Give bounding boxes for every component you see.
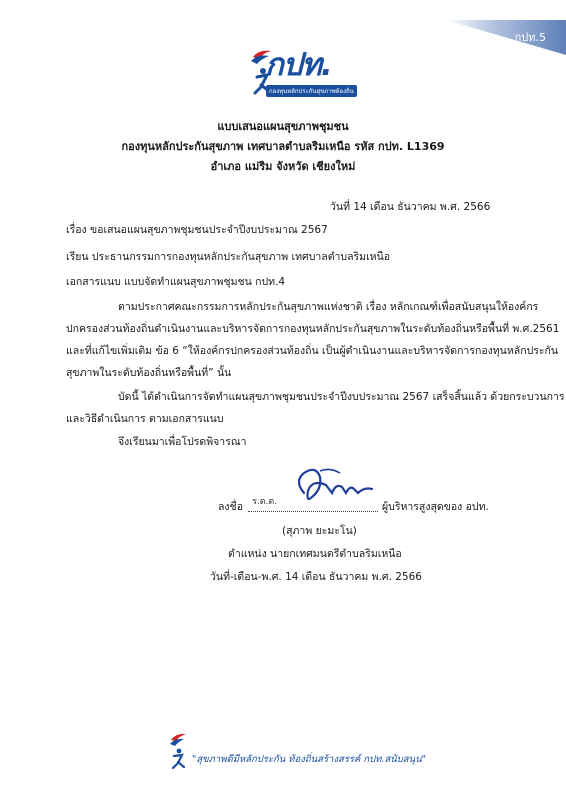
logo-subtitle: กองทุนหลักประกันสุขภาพท้องถิ่น [266, 85, 357, 97]
signer-role: ผู้บริหารสูงสุดของ อปท. [382, 501, 489, 513]
signer-position: ตำแหน่ง นายกเทศมนตรีตำบลริมเหนือ [228, 548, 402, 560]
attachment-line: เอกสารแนบ แบบจัดทำแผนสุขภาพชุมชน กปท.4 [66, 276, 286, 288]
body-paragraph-1-line: สุขภาพในระดับท้องถิ่นหรือพื้นที่” นั้น [66, 367, 232, 379]
handwritten-signature [290, 463, 375, 508]
sign-label: ลงชื่อ [218, 501, 243, 513]
footer-logo-icon [168, 732, 190, 770]
body-paragraph-1-line: และที่แก้ไขเพิ่มเติม ข้อ 6 “ให้องค์กรปกครองส่วนท้องถิ่น เป็นผู้ดำเนินงานและบริหารจัดการกองทุนหลักประกัน [66, 345, 559, 357]
doc-title: แบบเสนอแผนสุขภาพชุมชน [217, 120, 349, 133]
subject-line: เรื่อง ขอเสนอแผนสุขภาพชุมชนประจำปีงบประมาณ 2567 [66, 224, 328, 236]
logo-wordmark: กปท. [265, 47, 332, 83]
form-code-label: กปท.5 [514, 31, 546, 44]
signature-inline-mark: ร.ต.ต. [252, 497, 278, 507]
body-paragraph-1-line: ตามประกาศคณะกรรมการหลักประกันสุขภาพแห่งชาติ เรื่อง หลักเกณฑ์เพื่อสนับสนุนให้องค์กร [118, 301, 539, 313]
recipient-line: เรียน ประธานกรรมการกองทุนหลักประกันสุขภาพ เทศบาลตำบลริมเหนือ [66, 251, 391, 263]
doc-title-fund: กองทุนหลักประกันสุขภาพ เทศบาลตำบลริมเหนือ รหัส กปท. L1369 [121, 140, 445, 153]
closing-line: จึงเรียนมาเพื่อโปรดพิจารณา [118, 436, 247, 448]
footer-slogan: "สุขภาพดีมีหลักประกัน ท้องถิ่นสร้างสรรค์ กปท.สนับสนุน" [192, 754, 426, 765]
signature-date: วันที่-เดือน-พ.ศ. 14 เดือน ธันวาคม พ.ศ. 2566 [210, 571, 422, 583]
body-paragraph-2-line: บัดนี้ ได้ดำเนินการจัดทำแผนสุขภาพชุมชนประจำปีงบประมาณ 2567 เสร็จสิ้นแล้ว ด้วยกระบวนการ [118, 391, 565, 403]
signer-name: (สุภาพ ยะมะโน) [282, 525, 357, 537]
corner-banner [436, 0, 566, 55]
body-paragraph-1-line: ปกครองส่วนท้องถิ่นดำเนินงานและบริหารจัดการกองทุนหลักประกันสุขภาพในระดับท้องถิ่นหรือพื้นที่ พ.ศ.2561 [66, 323, 560, 335]
body-paragraph-2-line: และวิธีดำเนินการ ตามเอกสารแนบ [66, 413, 224, 425]
doc-title-location: อำเภอ แม่ริม จังหวัด เชียงใหม่ [210, 160, 356, 173]
letter-date: วันที่ 14 เดือน ธันวาคม พ.ศ. 2566 [330, 201, 491, 213]
